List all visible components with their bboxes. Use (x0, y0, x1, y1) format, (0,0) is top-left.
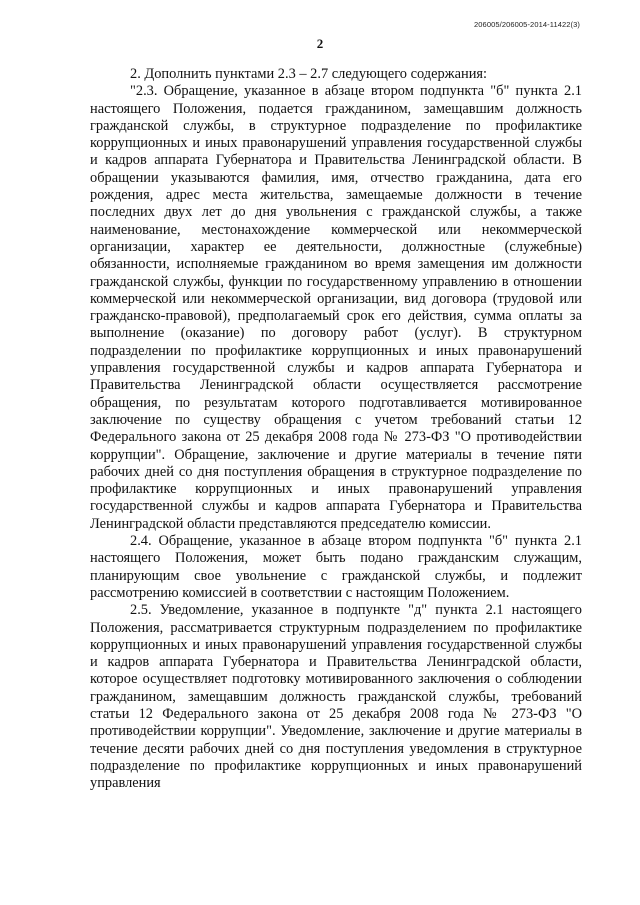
page-number: 2 (316, 36, 324, 51)
document-body (90, 66, 582, 792)
paragraph-item-2-4: 2.4. Обращение, указанное в абзаце втором подпункта "б" пункта 2.1 настоящего Положения, может быть подано гражданским служащим, планирующим свое увольнение с гражданской службы, и подлежит рассмотрению комиссией в соответствии с настоящим Положением. (90, 533, 582, 601)
paragraph-item-2-3: "2.3. Обращение, указанное в абзаце втором подпункта "б" пункта 2.1 настоящего Положения, подается гражданином, замещавшим должность гражданской службы, в структурное подразделение по профилактике коррупционных и иных правонарушений управления государственной службы и кадров аппарата Губернатора и Правительства Ленинградской области. В обращении указываются фамилия, имя, отчество гражданина, дата его рождения, адрес места жительства, замещаемые должности в течение последних двух лет до дня увольнения с гражданской службы, а также наименование, местонахождение коммерческой или некоммерческой организации, характер ее деятельности, должностные (служебные) обязанности, исполняемые гражданином во время замещения им должности гражданской службы, функции по государственному управлению в отношении коммерческой или некоммерческой организации, вид договора (трудовой или гражданско-правовой), предполагаемый срок его действия, сумма оплаты за выполнение (оказание) по договору работ (услуг). В структурном подразделении по профилактике коррупционных и иных правонарушений управления государственной службы и кадров аппарата Губернатора и Правительства Ленинградской области осуществляется рассмотрение обращения, по результатам которого подготавливается мотивированное заключение по существу обращения с учетом требований статьи 12 Федерального закона от 25 декабря 2008 года № 273-ФЗ "О противодействии коррупции". Обращение, заключение и другие материалы в течение пяти рабочих дней со дня поступления обращения в структурное подразделение по профилактике коррупционных и иных правонарушений управления государственной службы и кадров аппарата Губернатора и Правительства Ленинградской области представляются председателю комиссии. (90, 83, 582, 532)
paragraph-item-2-5: 2.5. Уведомление, указанное в подпункте "д" пункта 2.1 настоящего Положения, рассматривается структурным подразделением по профилактике коррупционных и иных правонарушений управления государственной службы и кадров аппарата Губернатора и Правительства Ленинградской области, которое осуществляет подготовку мотивированного заключения о соблюдении гражданином, замещавшим должность гражданской службы, требований статьи 12 Федерального закона от 25 декабря 2008 года № 273-ФЗ "О противодействии коррупции". Уведомление, заключение и другие материалы в течение десяти рабочих дней со дня поступления уведомления в структурное подразделение по профилактике коррупционных и иных правонарушений управления (90, 602, 582, 792)
paragraph-item-2-intro: 2. Дополнить пунктами 2.3 – 2.7 следующего содержания: (130, 66, 488, 82)
document-id: 206005/206005-2014-11422(3) (474, 20, 580, 29)
